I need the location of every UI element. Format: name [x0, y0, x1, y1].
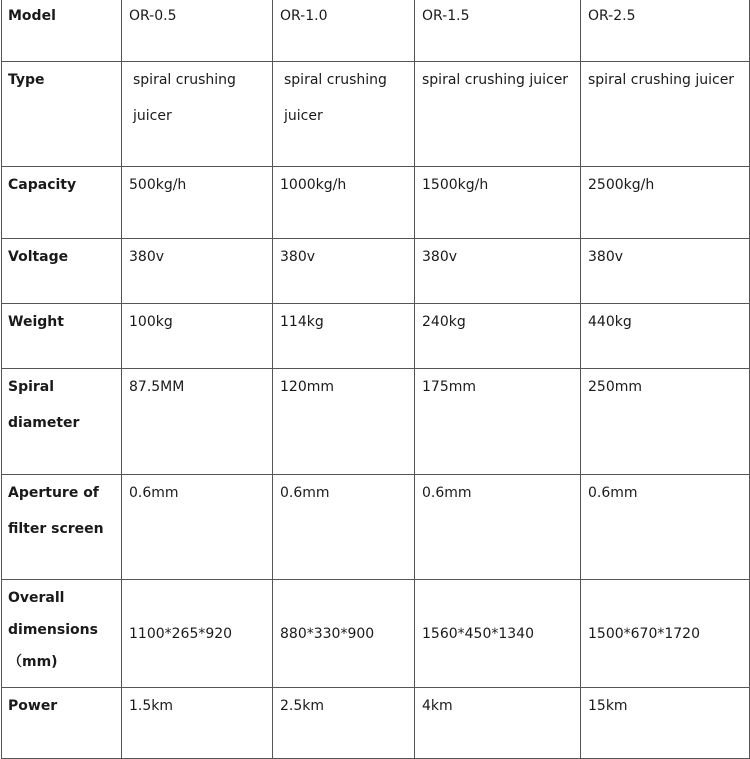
- table-cell: 380v: [273, 239, 415, 304]
- table-cell: 120mm: [273, 369, 415, 475]
- table-cell: 1500*670*1720: [581, 580, 750, 688]
- table-cell: OR-2.5: [581, 0, 750, 62]
- row-label-aperture: Aperture of filter screen: [2, 475, 122, 580]
- table-cell: 880*330*900: [273, 580, 415, 688]
- table-cell: OR-1.5: [415, 0, 581, 62]
- row-label-type: Type: [2, 62, 122, 167]
- table-cell: 0.6mm: [581, 475, 750, 580]
- table-cell: 100kg: [122, 304, 273, 369]
- table-cell: 380v: [415, 239, 581, 304]
- table-cell: 1560*450*1340: [415, 580, 581, 688]
- table-cell: 1.5km: [122, 688, 273, 759]
- table-cell: spiral crushing juicer: [581, 62, 750, 167]
- table-cell: 15km: [581, 688, 750, 759]
- table-row: [2, 62, 750, 167]
- table-row: [2, 688, 750, 759]
- table-cell: 240kg: [415, 304, 581, 369]
- row-label-power: Power: [2, 688, 122, 759]
- table-cell: 500kg/h: [122, 167, 273, 239]
- row-label-weight: Weight: [2, 304, 122, 369]
- table-cell: 2.5km: [273, 688, 415, 759]
- table-row: [2, 580, 750, 688]
- row-label-capacity: Capacity: [2, 167, 122, 239]
- table-cell: 1100*265*920: [122, 580, 273, 688]
- table-cell: 0.6mm: [122, 475, 273, 580]
- table-cell: 0.6mm: [415, 475, 581, 580]
- table-cell: spiral crushing juicer: [122, 62, 273, 167]
- table-row: [2, 475, 750, 580]
- table-cell: 380v: [122, 239, 273, 304]
- table-cell: 4km: [415, 688, 581, 759]
- table-row: [2, 0, 750, 62]
- table-cell: 2500kg/h: [581, 167, 750, 239]
- row-label-overall-dimensions: Overall dimensions （mm): [2, 580, 122, 688]
- table-cell: OR-1.0: [273, 0, 415, 62]
- table-cell: 175mm: [415, 369, 581, 475]
- table-cell: spiral crushing juicer: [415, 62, 581, 167]
- table-row: [2, 369, 750, 475]
- row-label-voltage: Voltage: [2, 239, 122, 304]
- spec-table: [1, 0, 750, 759]
- table-cell: 1000kg/h: [273, 167, 415, 239]
- row-label-spiral-diameter: Spiral diameter: [2, 369, 122, 475]
- table-cell: OR-0.5: [122, 0, 273, 62]
- table-cell: 87.5MM: [122, 369, 273, 475]
- table-cell: 114kg: [273, 304, 415, 369]
- table-row: [2, 239, 750, 304]
- table-row: [2, 304, 750, 369]
- table-cell: 250mm: [581, 369, 750, 475]
- table-cell: 440kg: [581, 304, 750, 369]
- row-label-model: Model: [2, 0, 122, 62]
- table-cell: 380v: [581, 239, 750, 304]
- table-cell: 0.6mm: [273, 475, 415, 580]
- table-row: [2, 167, 750, 239]
- table-cell: spiral crushing juicer: [273, 62, 415, 167]
- table-cell: 1500kg/h: [415, 167, 581, 239]
